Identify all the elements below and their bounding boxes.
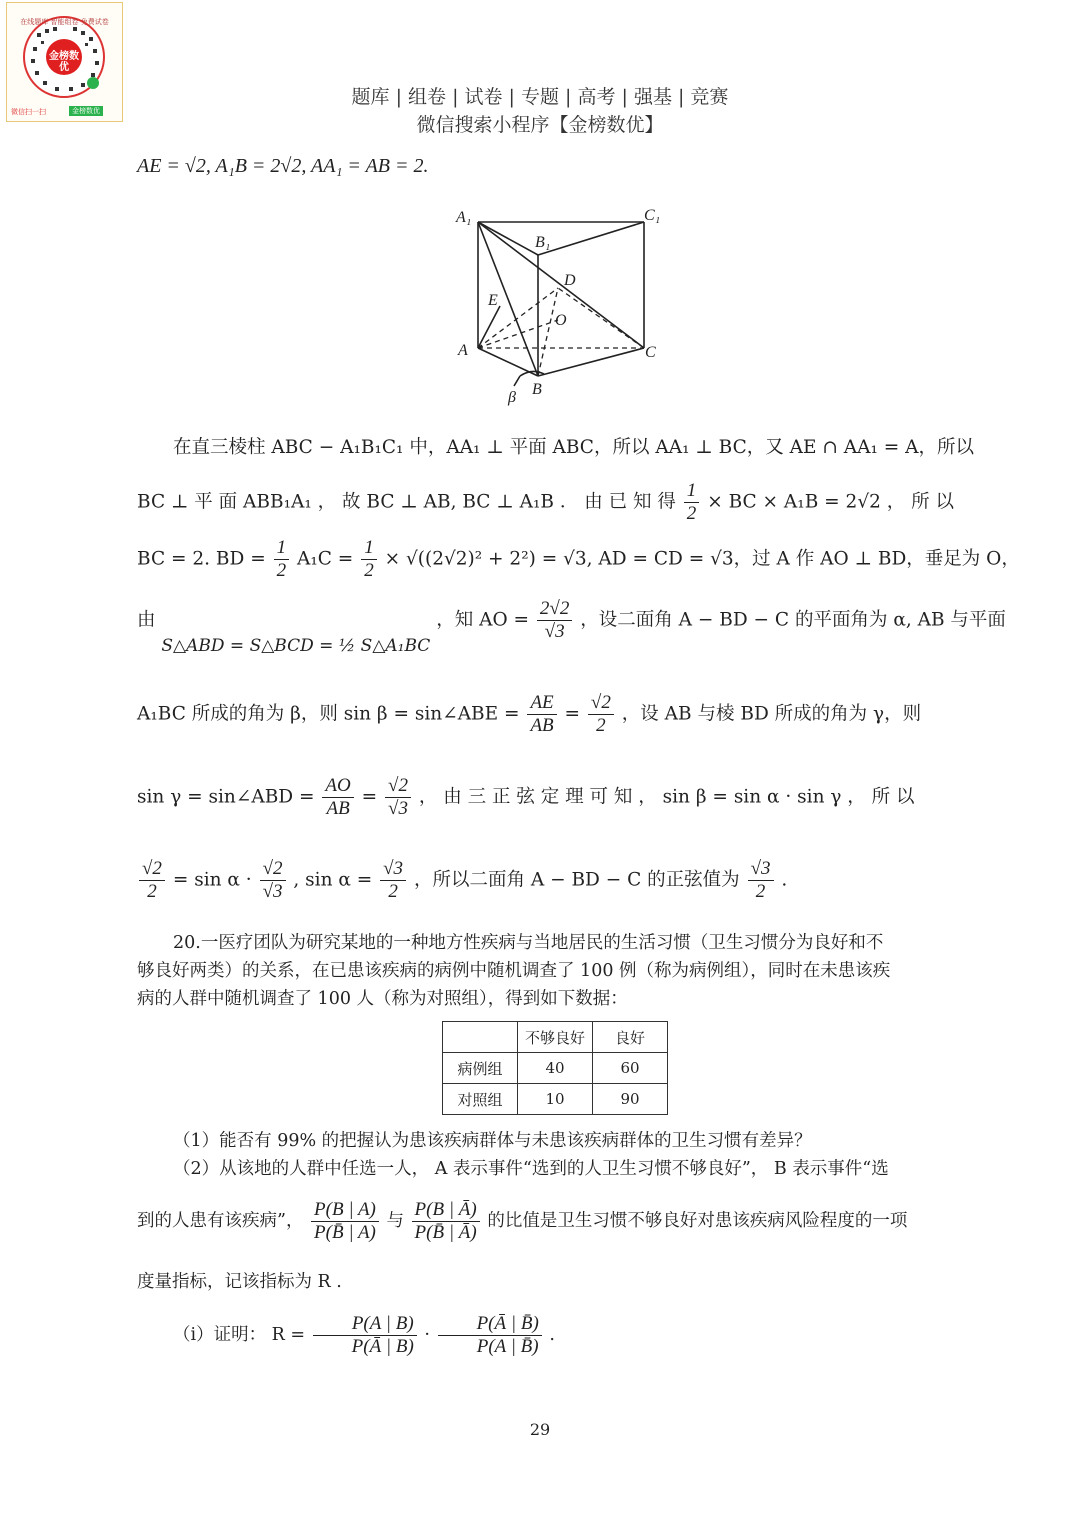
problem-20-intro-1: 20.一医疗团队为研究某地的一种地方性疾病与当地居民的生活习惯（卫生习惯分为良好和不: [173, 933, 884, 953]
label-c: C: [645, 344, 656, 361]
label-a: A: [458, 342, 468, 359]
table-cell: 对照组: [443, 1084, 518, 1115]
solution-para-4: 由 S△ABD = S△BCD = ½ S△A₁BC ，知 AO = $\frac{2√2}{√3}$ ，设二面角 A − BD − C 的平面角为 α, AB 与平面: [137, 598, 1006, 657]
table-cell: 10: [518, 1084, 593, 1115]
question-2-cont: 到的人患有该疾病”， $\frac{P(B | A)}{P(B̄ | A)}$ 与 $\frac{P(B | Ā)}{P(B̄ | Ā)}$ 的比值是卫生习惯不够良好对患该疾病风险程度的一项: [137, 1199, 908, 1243]
question-2-i: （i）证明： R = $\frac{P(A | B)}{P(Ā | B)}$ · $\frac{P(Ā | B̄)}{P(A | B̄)}$ .: [173, 1313, 555, 1357]
label-a1: A₁: [456, 209, 472, 226]
header-nav: 题库 | 组卷 | 试卷 | 专题 | 高考 | 强基 | 竞赛: [351, 86, 729, 108]
given-values: AE = √2, A₁B = 2√2, AA₁ = AB = 2.: [137, 155, 429, 177]
logo-footer-left: 微信扫一扫: [11, 108, 46, 116]
question-1: （1）能否有 99% 的把握认为患该疾病群体与未患该疾病群体的卫生习惯有差异？: [173, 1131, 812, 1151]
question-2-end: 度量指标，记该指标为 R .: [137, 1272, 342, 1292]
solution-para-3: BC = 2. BD = $\frac{1}{2}$ A₁C = $\frac{1}{2}$ × √((2√2)² + 2²) = √3, AD = CD = √3，过 A 作 AO ⊥ BD，垂足为 O，: [137, 537, 1020, 581]
label-c1: C₁: [644, 207, 661, 224]
label-b1: B₁: [535, 234, 551, 251]
table-header: 良好: [593, 1022, 668, 1053]
prism-figure: [440, 200, 680, 410]
solution-para-5: A₁BC 所成的角为 β，则 sin β = sin∠ABE = $\frac{AE}{AB}$ = $\frac{√2}{2}$ ，设 AB 与棱 BD 所成的角为 γ，则: [137, 692, 922, 736]
table-cell: 40: [518, 1053, 593, 1084]
table-cell: 90: [593, 1084, 668, 1115]
data-table: [442, 1021, 668, 1115]
solution-para-1: 在直三棱柱 ABC − A₁B₁C₁ 中，AA₁ ⊥ 平面 ABC，所以 AA₁ ⊥ BC，又 AE ∩ AA₁ = A，所以: [173, 437, 975, 458]
label-b: B: [532, 381, 542, 398]
logo-center-text: 金榜数优: [49, 51, 79, 73]
label-d: D: [564, 272, 576, 289]
question-2: （2）从该地的人群中任选一人， A 表示事件“选到的人卫生习惯不够良好”， B 表示事件“选: [173, 1159, 889, 1179]
solution-para-2: BC ⊥ 平 面 ABB₁A₁ ， 故 BC ⊥ AB, BC ⊥ A₁B ． 由 已 知 得 $\frac{1}{2}$ × BC × A₁B = 2√2 ， 所 以: [137, 480, 955, 524]
solution-para-6: sin γ = sin∠ABD = $\frac{AO}{AB}$ = $\frac{√2}{√3}$ ， 由 三 正 弦 定 理 可 知 ， sin β = sin α · sin γ ， 所 以: [137, 775, 915, 819]
table-cell: 病例组: [443, 1053, 518, 1084]
table-header: [443, 1022, 518, 1053]
label-beta: β: [508, 389, 516, 406]
table-cell: 60: [593, 1053, 668, 1084]
problem-20-intro-3: 病的人群中随机调查了 100 人（称为对照组），得到如下数据：: [137, 989, 628, 1009]
logo-arc-text: 在线题库 智能组卷 免费试卷: [20, 18, 109, 26]
table-header: 不够良好: [518, 1022, 593, 1053]
problem-20-intro-2: 够良好两类）的关系，在已患该疾病的病例中随机调查了 100 例（称为病例组），同时在未患该疾: [137, 961, 891, 981]
solution-para-7: $\frac{√2}{2}$ = sin α · $\frac{√2}{√3}$ , sin α = $\frac{√3}{2}$ ，所以二面角 A − BD − C 的正弦值为 $\frac{√3}{2}$ .: [137, 858, 947, 903]
logo-footer-right: 金榜数优: [69, 106, 103, 116]
header-subtitle: 微信搜索小程序【金榜数优】: [416, 114, 664, 136]
label-e: E: [488, 292, 498, 309]
label-o: O: [555, 312, 567, 329]
page-number: 29: [529, 1420, 551, 1439]
